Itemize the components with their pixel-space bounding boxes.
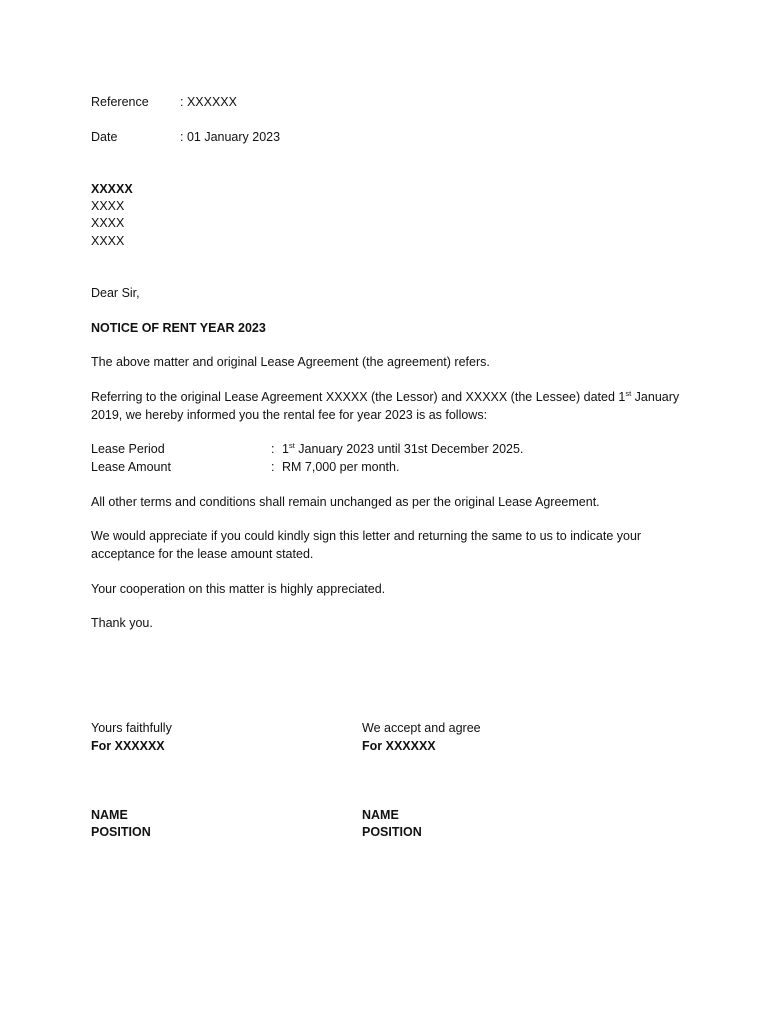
lease-amount-value: RM 7,000 per month. xyxy=(282,460,400,474)
lease-period-colon: : xyxy=(271,442,275,456)
body-paragraph-2 xyxy=(91,389,691,424)
ordinal-suffix: st xyxy=(625,388,632,398)
signatory-position-left: POSITION xyxy=(91,825,151,839)
body-paragraph-2-text: Referring to the original Lease Agreement XXXXX (the Lessor) and XXXXX (the Lessee) dated 1 xyxy=(91,390,626,404)
body-paragraph-6: Thank you. xyxy=(91,616,153,630)
body-paragraph-5: Your cooperation on this matter is highly appreciated. xyxy=(91,582,386,596)
recipient-name: XXXXX xyxy=(91,182,133,196)
lease-amount-label: Lease Amount xyxy=(91,460,171,474)
lease-period-day: 1 xyxy=(282,442,289,456)
body-paragraph-4: We would appreciate if you could kindly sign this letter and returning the same to us to indicate your acceptance for the lease amount stated. xyxy=(91,529,642,561)
body-paragraph-2-text-continued: January 2019, we hereby informed you the rental fee for year 2023 is as follows: xyxy=(91,390,680,422)
recipient-address-line: XXXX xyxy=(91,216,125,230)
signatory-name-right: NAME xyxy=(362,808,399,822)
recipient-address-line: XXXX xyxy=(91,199,125,213)
body-paragraph-3: All other terms and conditions shall remain unchanged as per the original Lease Agreement. xyxy=(91,495,600,509)
signatory-name-left: NAME xyxy=(91,808,128,822)
date-label: Date xyxy=(91,130,118,144)
reference-label: Reference xyxy=(91,95,149,109)
lease-period-rest: January 2023 until 31st December 2025. xyxy=(294,442,524,456)
date-value: : 01 January 2023 xyxy=(180,130,281,144)
recipient-address-line: XXXX xyxy=(91,234,125,248)
lease-period-label: Lease Period xyxy=(91,442,165,456)
lease-period-value xyxy=(282,441,523,458)
salutation: Dear Sir, xyxy=(91,286,140,300)
for-company-right: For XXXXXX xyxy=(362,739,436,753)
signatory-position-right: POSITION xyxy=(362,825,422,839)
closing-right: We accept and agree xyxy=(362,721,481,735)
ordinal-suffix: st xyxy=(288,440,295,450)
for-company-left: For XXXXXX xyxy=(91,739,165,753)
reference-value: : XXXXXX xyxy=(180,95,237,109)
lease-amount-colon: : xyxy=(271,460,275,474)
subject-heading: NOTICE OF RENT YEAR 2023 xyxy=(91,321,266,335)
body-paragraph-1: The above matter and original Lease Agreement (the agreement) refers. xyxy=(91,355,490,369)
closing-left: Yours faithfully xyxy=(91,721,172,735)
